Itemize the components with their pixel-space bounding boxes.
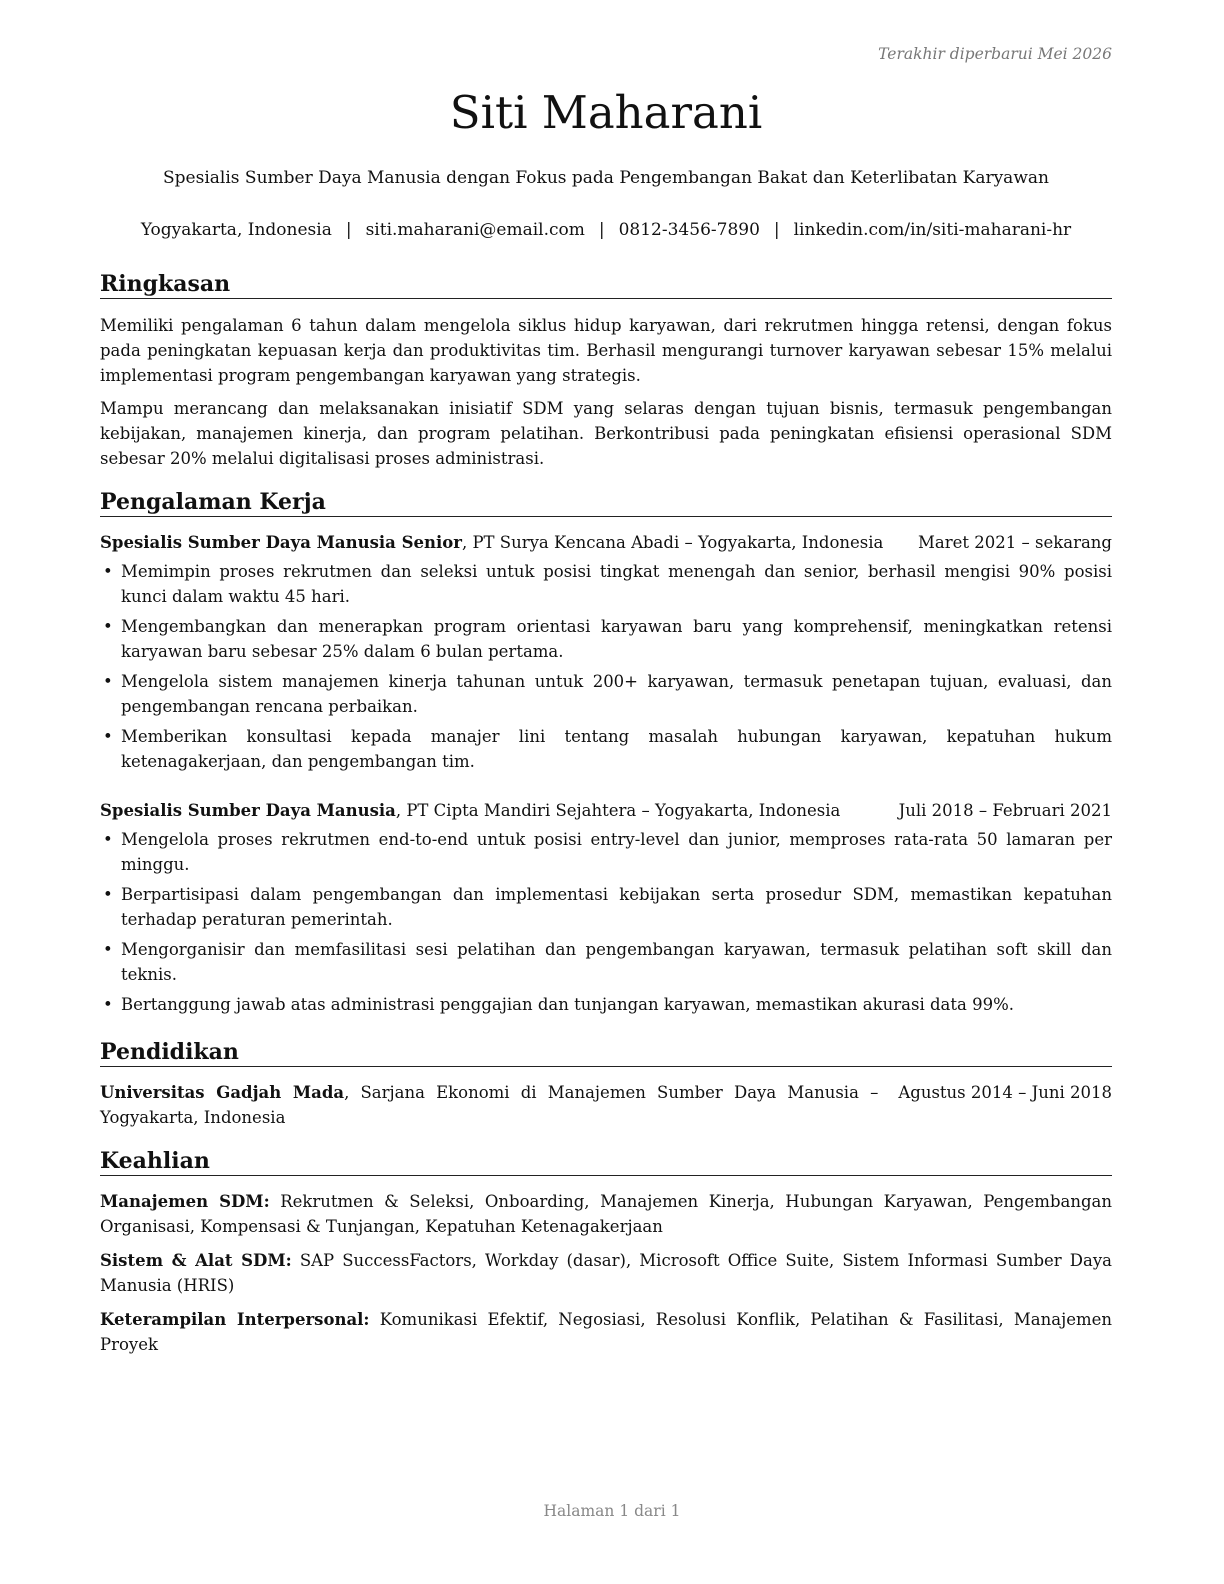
job-entry — [100, 530, 1112, 774]
education-heading: Pendidikan — [100, 1039, 1112, 1067]
job-bullet: • Memimpin proses rekrutmen dan seleksi untuk posisi tingkat menengah dan senior, berhasil mengisi 90% posisi kunci dalam waktu 45 hari. — [103, 562, 1112, 607]
job-company: , PT Surya Kencana Abadi – Yogyakarta, Indonesia — [461, 533, 884, 553]
job-bullet: • Mengelola sistem manajemen kinerja tahunan untuk 200+ karyawan, termasuk penetapan tujuan, evaluasi, dan pengembangan rencana perbaikan. — [103, 672, 1112, 717]
job-title: Spesialis Sumber Daya Manusia — [100, 801, 396, 821]
skill-group-label: Sistem & Alat SDM: — [100, 1251, 292, 1271]
education-degree: , Sarjana Ekonomi di Manajemen Sumber Daya Manusia – Yogyakarta, Indonesia — [100, 1083, 879, 1128]
education-entry — [100, 1080, 1112, 1130]
job-bullet: • Mengelola proses rekrutmen end-to-end untuk posisi entry-level dan junior, memproses rata-rata 50 lamaran per minggu. — [103, 830, 1112, 875]
skill-group-text: Komunikasi Efektif, Negosiasi, Resolusi Konflik, Pelatihan & Fasilitasi, Manajemen Proyek — [100, 1310, 1113, 1355]
contact-separator: | — [773, 220, 780, 240]
job-dates: Juli 2018 – Februari 2021 — [898, 801, 1112, 821]
job-company: , PT Cipta Mandiri Sejahtera – Yogyakarta, Indonesia — [395, 801, 841, 821]
contact-location: Yogyakarta, Indonesia — [140, 220, 332, 240]
job-bullets — [100, 559, 1112, 774]
job-dates: Maret 2021 – sekarang — [918, 533, 1112, 553]
skill-group — [100, 1307, 1112, 1357]
contact-linkedin[interactable]: linkedin.com/in/siti-maharani-hr — [793, 220, 1072, 240]
job-bullet: • Mengembangkan dan menerapkan program orientasi karyawan baru yang komprehensif, meningkatkan retensi karyawan baru sebesar 25% dalam 6 bulan pertama. — [103, 617, 1112, 662]
skill-group — [100, 1248, 1112, 1298]
job-bullet: • Memberikan konsultasi kepada manajer lini tentang masalah hubungan karyawan, kepatuhan hukum ketenagakerjaan, dan pengembangan tim. — [103, 727, 1112, 772]
job-entry — [100, 798, 1112, 1017]
summary-section — [100, 271, 1112, 471]
contact-separator: | — [598, 220, 605, 240]
page-number: Halaman 1 dari 1 — [543, 1502, 681, 1520]
experience-section — [100, 489, 1112, 1022]
skill-group-label: Keterampilan Interpersonal: — [100, 1310, 370, 1330]
skill-group-label: Manajemen SDM: — [100, 1192, 270, 1212]
summary-paragraph: Memiliki pengalaman 6 tahun dalam mengelola siklus hidup karyawan, dari rekrutmen hingga retensi, dengan fokus pada peningkatan kepuasan kerja dan produktivitas tim. Berhasil mengurangi turnover karyawan sebesar 15% melalui implementasi program pengembangan karyawan yang strategis. — [100, 316, 1112, 386]
skill-group-text: SAP SuccessFactors, Workday (dasar), Microsoft Office Suite, Sistem Informasi Sumber Daya Manusia (HRIS) — [100, 1251, 1113, 1296]
education-dates: Agustus 2014 – Juni 2018 — [898, 1083, 1112, 1103]
last-updated-note: Terakhir diperbarui Mei 2026 — [878, 45, 1112, 63]
experience-heading: Pengalaman Kerja — [100, 489, 1112, 517]
job-bullet: • Berpartisipasi dalam pengembangan dan implementasi kebijakan serta prosedur SDM, memastikan kepatuhan terhadap peraturan pemerintah. — [103, 885, 1112, 930]
tagline: Spesialis Sumber Daya Manusia dengan Fokus pada Pengembangan Bakat dan Keterlibatan Karyawan — [163, 168, 1049, 188]
education-section — [100, 1039, 1112, 1130]
job-bullet: • Bertanggung jawab atas administrasi penggajian dan tunjangan karyawan, memastikan akurasi data 99%. — [103, 995, 1014, 1015]
contact-email[interactable]: siti.maharani@email.com — [365, 220, 585, 240]
job-bullet: • Mengorganisir dan memfasilitasi sesi pelatihan dan pengembangan karyawan, termasuk pelatihan soft skill dan teknis. — [103, 940, 1112, 985]
summary-paragraph: Mampu merancang dan melaksanakan inisiatif SDM yang selaras dengan tujuan bisnis, termasuk pengembangan kebijakan, manajemen kinerja, dan program pelatihan. Berkontribusi pada peningkatan efisiensi operasional SDM sebesar 20% melalui digitalisasi proses administrasi. — [100, 399, 1112, 469]
skills-heading: Keahlian — [100, 1148, 1112, 1176]
contact-line — [100, 220, 1112, 240]
job-bullets — [100, 827, 1112, 1017]
skill-group-text: Rekrutmen & Seleksi, Onboarding, Manajemen Kinerja, Hubungan Karyawan, Pengembangan Organisasi, Kompensasi & Tunjangan, Kepatuhan Ketenagakerjaan — [100, 1192, 1113, 1237]
candidate-name: Siti Maharani — [449, 86, 763, 139]
skills-section — [100, 1148, 1112, 1366]
job-header — [100, 798, 1112, 823]
contact-separator: | — [345, 220, 352, 240]
summary-heading: Ringkasan — [100, 271, 1112, 299]
skill-group — [100, 1189, 1112, 1239]
contact-phone: 0812-3456-7890 — [618, 220, 760, 240]
education-school: Universitas Gadjah Mada — [100, 1083, 345, 1103]
job-header — [100, 530, 1112, 555]
job-title: Spesialis Sumber Daya Manusia Senior — [100, 533, 462, 553]
